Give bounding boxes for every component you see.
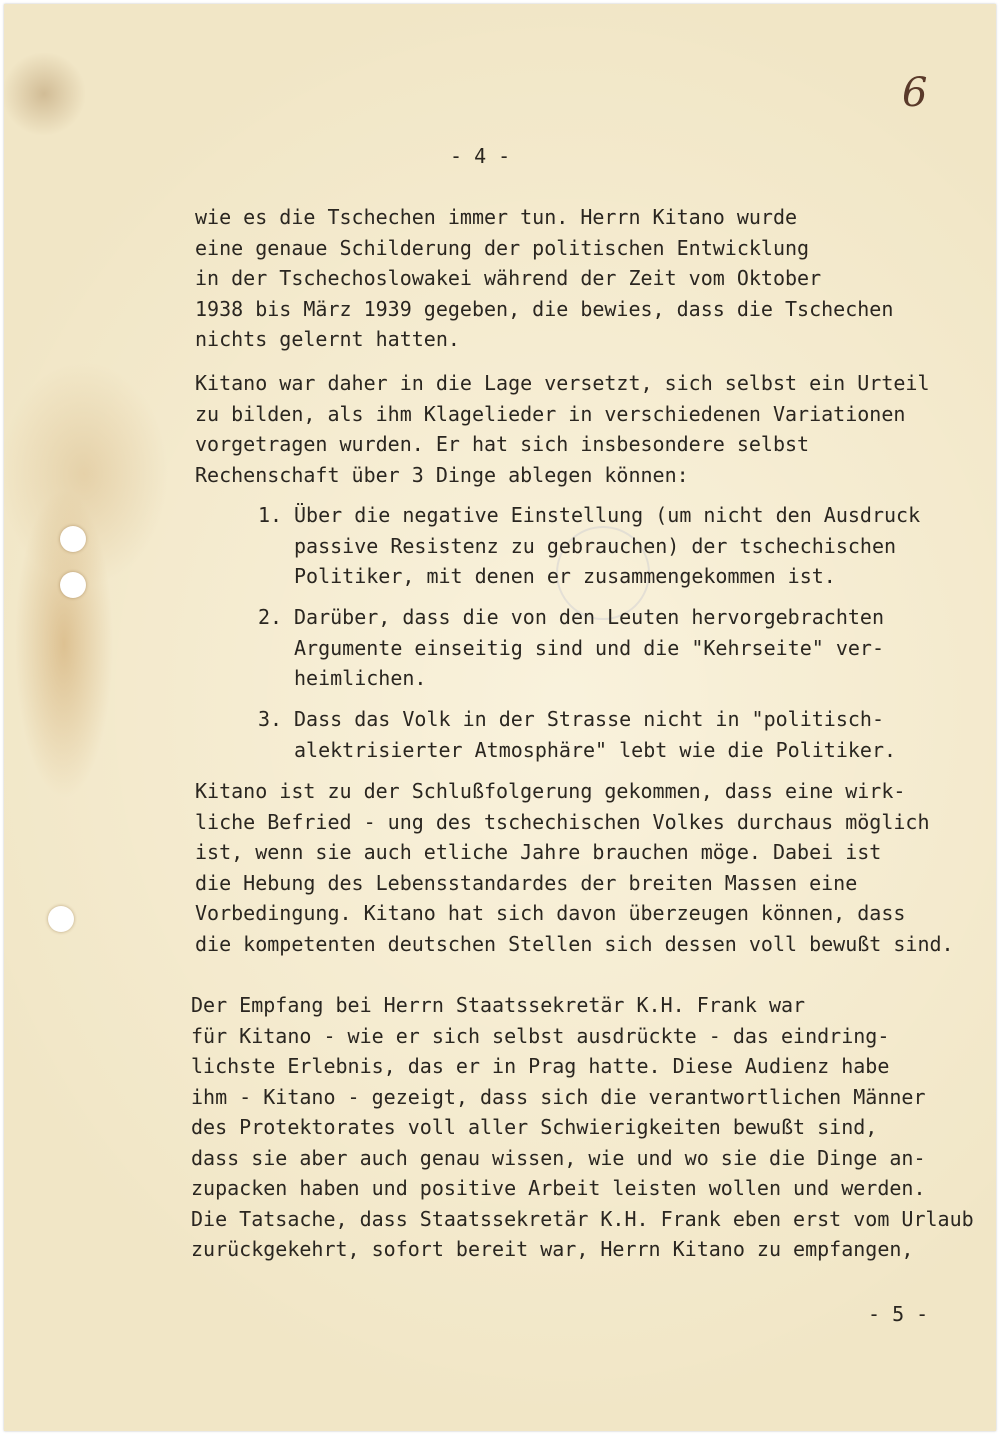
page-number: - 4 - bbox=[450, 144, 511, 168]
punch-hole bbox=[60, 572, 86, 598]
list-item-text: Dass das Volk in der Strasse nicht in "politisch- alektrisierter Atmosphäre" lebt wie die Politiker. bbox=[294, 707, 897, 762]
handwritten-page-number: 6 bbox=[902, 70, 928, 116]
list-item-number: 3. bbox=[258, 707, 283, 731]
paragraph: wie es die Tschechen immer tun. Herrn Kitano wurde eine genaue Schilderung der politischen Entwicklung in der Tschechoslowakei während der Zeit vom Oktober 1938 bis März 1939 gegeben, die bewies, dass die Tschechen nichts gelernt hatten. bbox=[195, 205, 894, 351]
paragraph: Der Empfang bei Herrn Staatssekretär K.H. Frank war für Kitano - wie er sich selbst ausdrückte - das eindring- lichste Erlebnis, das er in Prag hatte. Diese Audienz habe ihm - Kitano - gezeigt, dass sich die verantwortlichen Männer des Protektorates voll aller Schwierigkeiten bewußt sind, dass sie aber auch genau wissen, wie und wo sie die Dinge an- zupacken haben und positive Arbeit leisten wollen und werden. Die Tatsache, dass Staatssekretär K.H. Frank eben erst vom Urlaub zurückgekehrt, sofort bereit war, Herrn Kitano zu empfangen, bbox=[191, 993, 974, 1261]
paragraph: Kitano war daher in die Lage versetzt, sich selbst ein Urteil zu bilden, als ihm Klagelieder in verschiedenen Variationen vorgetragen wurden. Er hat sich insbesondere selbst Rechenschaft über 3 Dinge ablegen können: bbox=[195, 371, 930, 487]
next-page-marker: - 5 - bbox=[868, 1302, 929, 1326]
document-page bbox=[4, 4, 996, 1431]
list-item-text: Über die negative Einstellung (um nicht den Ausdruck passive Resistenz zu gebrauchen) der tschechischen Politiker, mit denen er zusammengekommen ist. bbox=[294, 503, 921, 588]
punch-hole bbox=[60, 526, 86, 552]
punch-hole bbox=[48, 906, 74, 932]
list-item-number: 2. bbox=[258, 605, 283, 629]
list-item-text: Darüber, dass die von den Leuten hervorgebrachten Argumente einseitig sind und die "Kehrseite" ver- heimlichen. bbox=[294, 605, 885, 690]
list-item-number: 1. bbox=[258, 503, 283, 527]
paragraph: Kitano ist zu der Schlußfolgerung gekommen, dass eine wirk- liche Befried - ung des tschechischen Volkes durchaus möglich ist, wenn sie auch etliche Jahre brauchen möge. Dabei ist die Hebung des Lebensstandardes der breiten Massen eine Vorbedingung. Kitano hat sich davon überzeugen können, dass die kompetenten deutschen Stellen sich dessen voll bewußt sind. bbox=[195, 779, 954, 956]
